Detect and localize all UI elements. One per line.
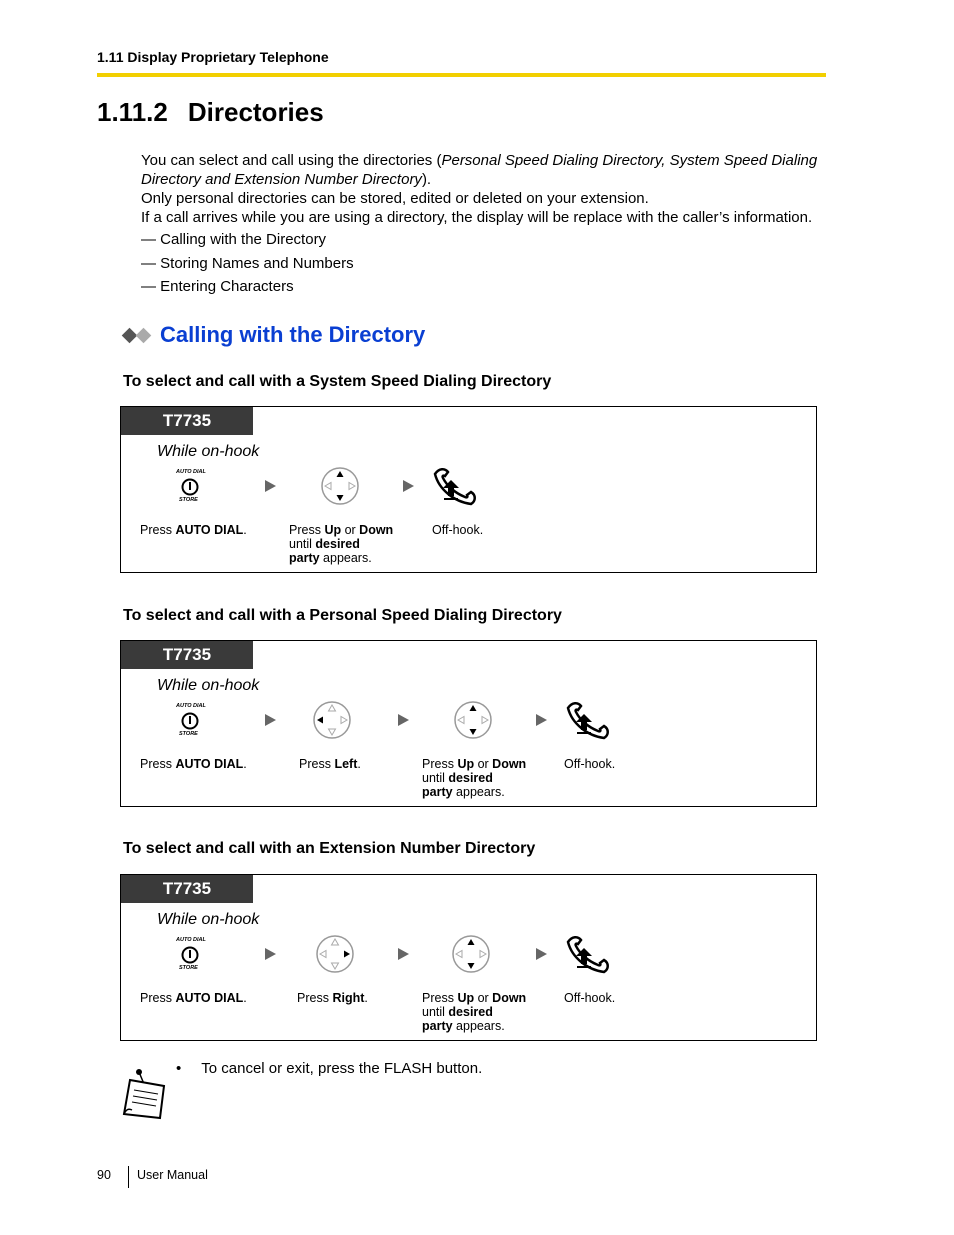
auto-dial-store-button-icon [173,700,213,745]
step-4-description: Off-hook. [564,991,616,1005]
svg-text:AUTO DIAL: AUTO DIAL [176,703,206,709]
procedure-3-box [120,874,817,1041]
auto-dial-store-button-icon [173,466,213,511]
condition-label: While on-hook [157,911,260,928]
page-title-text: Directories [187,97,324,127]
step-arrow-icon [403,480,414,492]
footer-label: User Manual [137,1168,208,1182]
section-title: Calling with the Directory [160,322,426,347]
running-header: 1.11 Display Proprietary Telephone [97,49,329,65]
navigator-key-up-down-icon [320,466,360,511]
off-hook-handset-icon [564,934,612,979]
step-arrow-icon [536,948,547,960]
intro-line-2: Only personal directories can be stored, edited or deleted on your extension. [141,190,649,207]
page-number: 90 [97,1168,111,1182]
step-arrow-icon [265,948,276,960]
step-2-description: Press Left. [299,757,361,771]
model-tab: T7735 [121,407,253,435]
note-text [176,1060,482,1077]
intro-line-1-prefix: You can select and call using the directories ( [141,152,442,169]
intro-line-1-suffix: ). [421,171,432,188]
auto-dial-store-button-icon [173,934,213,979]
step-3-description: Off-hook. [432,523,484,537]
svg-text:STORE: STORE [179,497,198,503]
intro-line-1-italic: Personal Speed Dialing Directory, System Speed Dialing Directory and Extension Number Directory [141,152,818,188]
off-hook-handset-icon [564,700,612,745]
section-heading [124,322,425,348]
page-title [97,97,324,128]
navigator-key-up-down-icon [451,934,491,979]
step-2-description: Press Up or Down until desired party appears. [289,523,394,565]
procedure-1-box [120,406,817,573]
note-bullet: • [176,1060,182,1077]
step-4-description: Off-hook. [564,757,616,771]
step-arrow-icon [265,480,276,492]
condition-label: While on-hook [157,677,260,694]
svg-text:STORE: STORE [179,731,198,737]
model-tab: T7735 [121,875,253,903]
navigator-key-right-icon [315,934,355,979]
intro-line-1 [141,151,841,189]
intro-text [141,151,841,227]
condition-label: While on-hook [157,443,260,460]
footer-divider [128,1166,129,1188]
related-links [141,230,354,301]
procedure-2-heading: To select and call with a Personal Speed Dialing Directory [123,607,562,624]
link-storing-names-numbers[interactable]: — Storing Names and Numbers [141,254,354,272]
step-arrow-icon [398,714,409,726]
diamond-bullet-icon [124,330,152,341]
step-arrow-icon [265,714,276,726]
link-entering-characters[interactable]: — Entering Characters [141,278,294,295]
procedure-1-heading: To select and call with a System Speed Dialing Directory [123,373,552,390]
step-2-description: Press Right. [297,991,368,1005]
page-title-number: 1.11.2 [97,97,168,127]
off-hook-handset-icon [431,466,479,511]
note-pad-icon [120,1066,168,1127]
svg-text:AUTO DIAL: AUTO DIAL [176,469,206,475]
procedure-3-heading: To select and call with an Extension Number Directory [123,840,536,857]
step-3-description: Press Up or Down until desired party appears. [422,991,527,1033]
step-arrow-icon [536,714,547,726]
navigator-key-left-icon [312,700,352,745]
note-content: To cancel or exit, press the FLASH button. [201,1060,483,1077]
step-1-description: Press AUTO DIAL. [140,757,247,771]
step-arrow-icon [398,948,409,960]
svg-text:AUTO DIAL: AUTO DIAL [176,937,206,943]
model-tab: T7735 [121,641,253,669]
link-calling-with-directory[interactable]: — Calling with the Directory [141,231,327,248]
step-3-description: Press Up or Down until desired party appears. [422,757,527,799]
step-1-description: Press AUTO DIAL. [140,991,247,1005]
procedure-2-box [120,640,817,807]
intro-line-3: If a call arrives while you are using a directory, the display will be replace with the caller’s information. [141,209,813,226]
header-rule [97,73,826,77]
navigator-key-up-down-icon [453,700,493,745]
step-1-description: Press AUTO DIAL. [140,523,247,537]
svg-text:STORE: STORE [179,965,198,971]
